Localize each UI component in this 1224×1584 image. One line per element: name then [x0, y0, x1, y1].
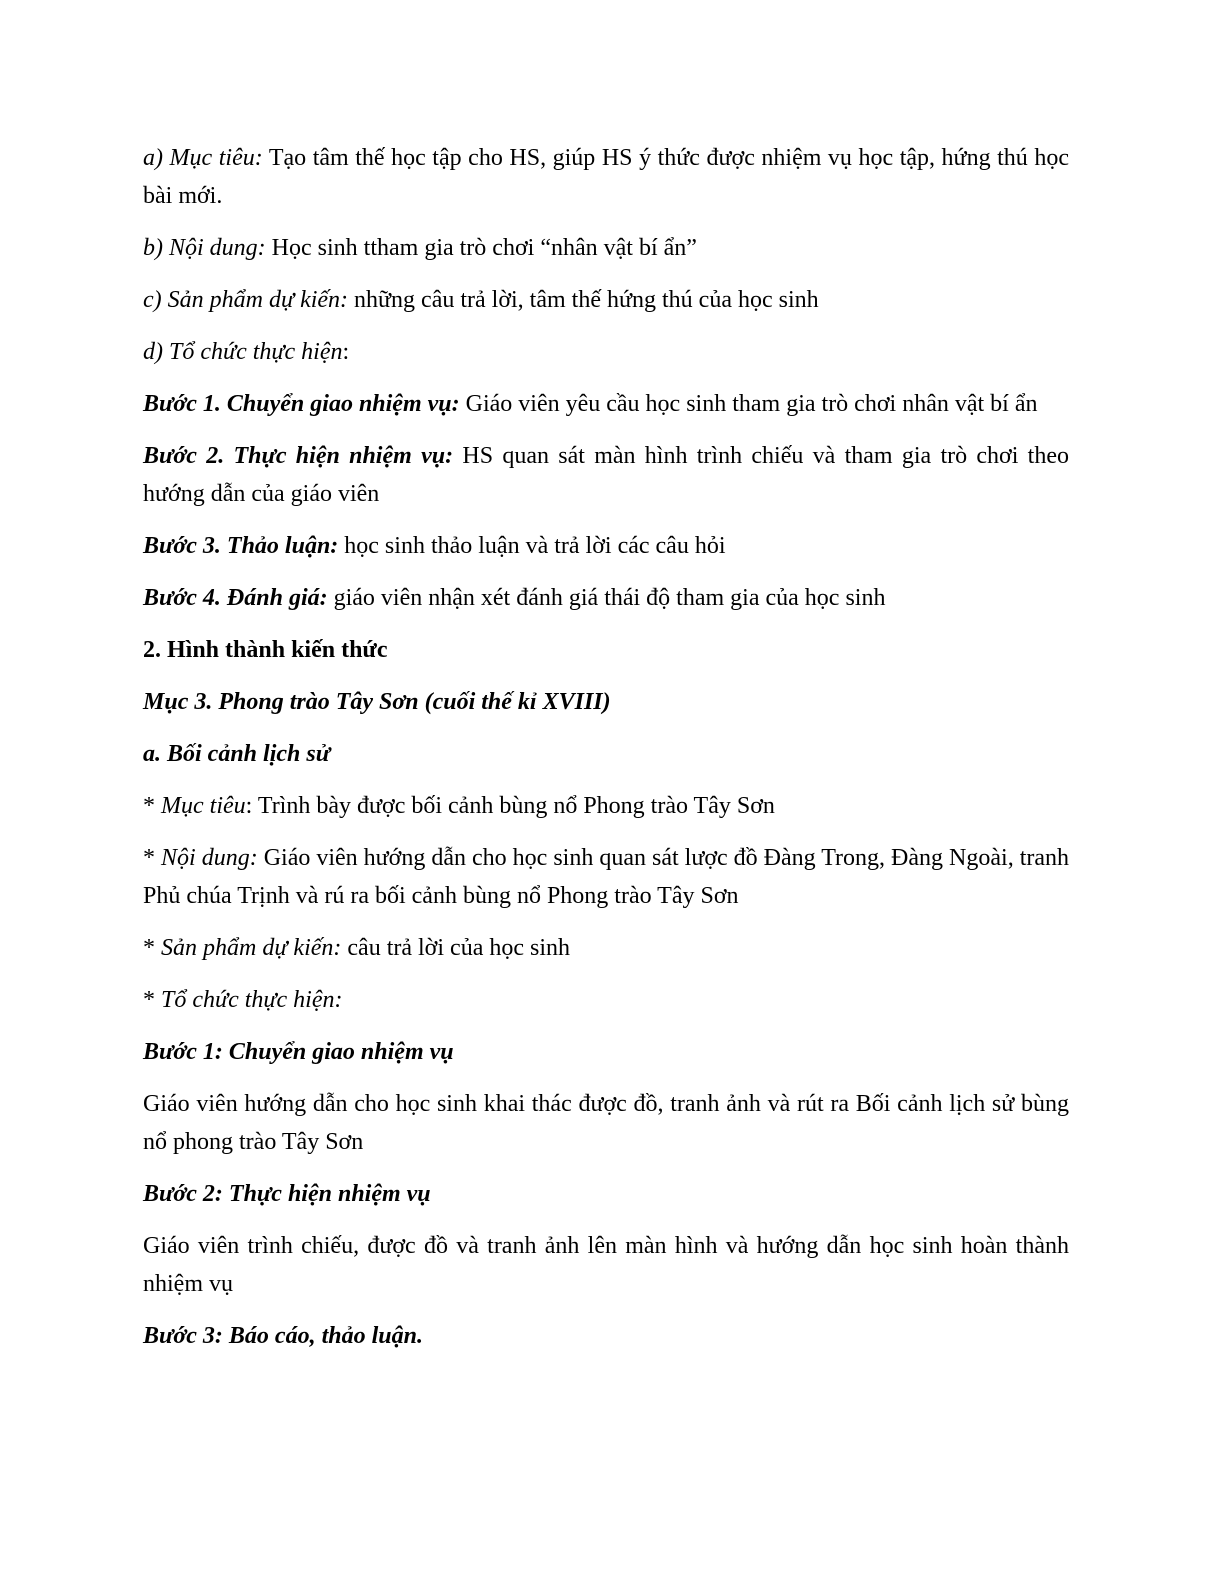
text-buoc-1: Giáo viên yêu cầu học sinh tham gia trò chơi nhân vật bí ẩn: [459, 391, 1038, 417]
paragraph-buoc-2-content: Giáo viên trình chiếu, được đồ và tranh ảnh lên màn hình và hướng dẫn học sinh hoàn thành nhiệm vụ: [143, 1233, 1069, 1297]
text-san-pham: những câu trả lời, tâm thế hứng thú của học sinh: [348, 287, 819, 313]
label-buoc-2: Bước 2. Thực hiện nhiệm vụ:: [143, 443, 454, 469]
label-to-chuc: d) Tổ chức thực hiện: [143, 339, 343, 365]
label-noi-dung-2: Nội dung:: [161, 845, 258, 871]
paragraph-to-chuc-2: [143, 981, 1069, 1019]
bullet-prefix: *: [143, 793, 161, 819]
label-san-pham: c) Sản phẩm dự kiến:: [143, 287, 349, 313]
heading-hinh-thanh-kien-thuc: 2. Hình thành kiến thức: [143, 637, 388, 663]
text-buoc-4: giáo viên nhận xét đánh giá thái độ tham gia của học sinh: [327, 585, 886, 611]
text-buoc-3: học sinh thảo luận và trả lời các câu hỏi: [338, 533, 726, 559]
heading-muc-3: Mục 3. Phong trào Tây Sơn (cuối thế kỉ XVIII): [143, 689, 611, 715]
paragraph-muc-tieu: [143, 139, 1069, 215]
text-san-pham-2: câu trả lời của học sinh: [341, 935, 570, 961]
label-to-chuc-2: Tổ chức thực hiện:: [161, 987, 343, 1013]
bullet-prefix: *: [143, 987, 161, 1013]
text-to-chuc: :: [342, 339, 350, 365]
paragraph-san-pham: [143, 281, 1069, 319]
document-page: [143, 139, 1069, 1369]
heading-buoc-3: Bước 3: Báo cáo, thảo luận.: [143, 1323, 423, 1349]
paragraph-buoc-1: [143, 385, 1069, 423]
paragraph-buoc-2: [143, 437, 1069, 513]
text-noi-dung-2: Giáo viên hướng dẫn cho học sinh quan sát lược đồ Đàng Trong, Đàng Ngoài, tranh Phủ chúa Trịnh và rú ra bối cảnh bùng nổ Phong trào Tây Sơn: [143, 845, 1070, 909]
paragraph-buoc-3: [143, 527, 1069, 565]
paragraph-noi-dung-2: [143, 839, 1069, 915]
paragraph-buoc-4: [143, 579, 1069, 617]
label-noi-dung: b) Nội dung:: [143, 235, 266, 261]
paragraph-san-pham-2: [143, 929, 1069, 967]
bullet-prefix: *: [143, 845, 162, 871]
paragraph-buoc-1-content: Giáo viên hướng dẫn cho học sinh khai thác được đồ, tranh ảnh và rút ra Bối cảnh lịch sử bùng nổ phong trào Tây Sơn: [143, 1091, 1069, 1155]
paragraph-noi-dung: [143, 229, 1069, 267]
text-buoc-2: HS quan sát màn hình trình chiếu và tham gia trò chơi theo hướng dẫn của giáo viên: [143, 443, 1070, 507]
text-noi-dung: Học sinh ttham gia trò chơi “nhân vật bí ẩn”: [265, 235, 697, 261]
text-muc-tieu-2: : Trình bày được bối cảnh bùng nổ Phong trào Tây Sơn: [245, 793, 775, 819]
text-muc-tieu: Tạo tâm thế học tập cho HS, giúp HS ý thức được nhiệm vụ học tập, hứng thú học bài mới.: [143, 145, 1069, 209]
label-buoc-1: Bước 1. Chuyển giao nhiệm vụ:: [143, 391, 460, 417]
label-muc-tieu-2: Mục tiêu: [161, 793, 246, 819]
paragraph-to-chuc: [143, 333, 1069, 371]
label-muc-tieu: a) Mục tiêu:: [143, 145, 263, 171]
label-buoc-4: Bước 4. Đánh giá:: [143, 585, 328, 611]
heading-boi-canh-lich-su: a. Bối cảnh lịch sử: [143, 741, 331, 767]
bullet-prefix: *: [143, 935, 161, 961]
label-san-pham-2: Sản phẩm dự kiến:: [161, 935, 342, 961]
heading-buoc-2: Bước 2: Thực hiện nhiệm vụ: [143, 1181, 431, 1207]
label-buoc-3: Bước 3. Thảo luận:: [143, 533, 339, 559]
heading-buoc-1: Bước 1: Chuyển giao nhiệm vụ: [143, 1039, 454, 1065]
paragraph-muc-tieu-2: [143, 787, 1069, 825]
